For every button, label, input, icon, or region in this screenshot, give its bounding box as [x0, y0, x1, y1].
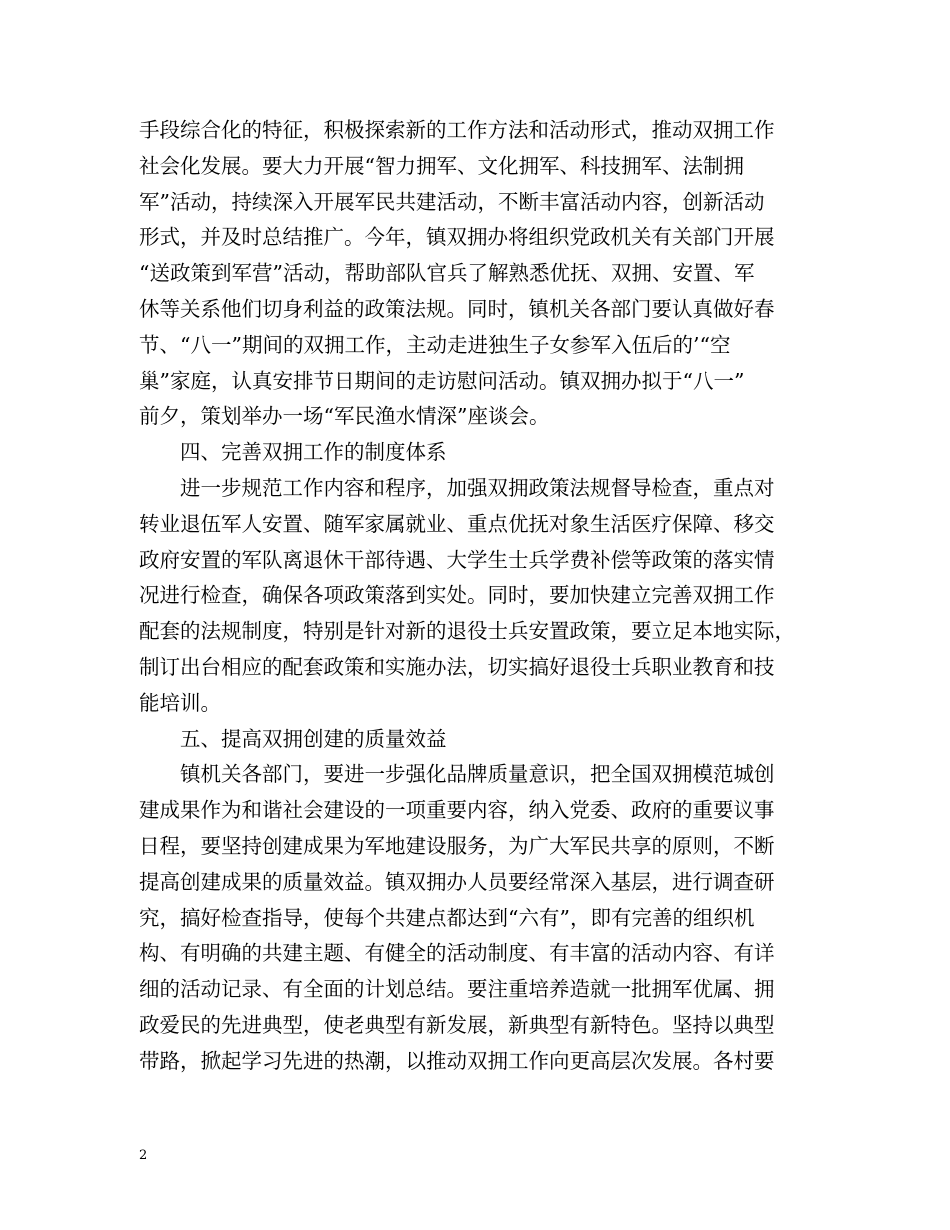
text-line: 日程，要坚持创建成果为军地建设服务，为广大军民共享的原则，不断 [139, 833, 775, 858]
text-line: 制订出台相应的配套政策和实施办法，切实搞好退役士兵职业教育和技 [139, 654, 775, 679]
text-line: 提高创建成果的质量效益。镇双拥办人员要经常深入基层，进行调查研 [139, 869, 775, 894]
text-line: “送政策到军营”活动，帮助部队官兵了解熟悉优抚、双拥、安置、军 [139, 261, 755, 286]
text-line: 政爱民的先进典型，使老典型有新发展，新典型有新特色。坚持以典型 [139, 1012, 775, 1037]
text-line: 巢”家庭，认真安排节日期间的走访慰问活动。镇双拥办拟于“八一” [139, 368, 745, 393]
text-line: 究，搞好检查指导，使每个共建点都达到“六有”，即有完善的组织机 [139, 905, 755, 930]
text-line: 政府安置的军队离退休干部待遇、大学生士兵学费补偿等政策的落实情 [139, 547, 775, 572]
text-line: 进一步规范工作内容和程序，加强双拥政策法规督导检查，重点对 [180, 475, 775, 500]
text-line: 休等关系他们切身利益的政策法规。同时，镇机关各部门要认真做好春 [139, 296, 775, 321]
body-text [139, 113, 825, 1080]
text-line: 能培训。 [139, 690, 221, 715]
text-line: 况进行检查，确保各项政策落到实处。同时，要加快建立完善双拥工作 [139, 583, 775, 608]
text-line: 节、“八一”期间的双拥工作，主动走进独生子女参军入伍后的’“空 [139, 332, 731, 357]
text-line: 手段综合化的特征，积极探索新的工作方法和活动形式，推动双拥工作 [139, 118, 775, 142]
text-line: 配套的法规制度，特别是针对新的退役士兵安置政策，要立足本地实际， [139, 619, 795, 644]
text-line: 构、有明确的共建主题、有健全的活动制度、有丰富的活动内容、有详 [139, 941, 775, 966]
text-line: 社会化发展。要大力开展“智力拥军、文化拥军、科技拥军、法制拥 [139, 153, 744, 178]
text-line: 前夕，策划举办一场“军民渔水情深”座谈会。 [139, 404, 550, 429]
section-heading: 五、提高双拥创建的质量效益 [180, 726, 447, 751]
text-line: 细的活动记录、有全面的计划总结。要注重培养造就一批拥军优属、拥 [139, 977, 775, 1002]
text-line: 转业退伍军人安置、随军家属就业、重点优抚对象生活医疗保障、移交 [139, 511, 775, 536]
page-number: 2 [139, 1148, 148, 1163]
text-line: 军”活动，持续深入开展军民共建活动，不断丰富活动内容，创新活动 [139, 189, 765, 214]
text-line: 建成果作为和谐社会建设的一项重要内容，纳入党委、政府的重要议事 [139, 798, 775, 823]
text-line: 带路，掀起学习先进的热潮，以推动双拥工作向更高层次发展。各村要 [139, 1048, 775, 1073]
text-line: 镇机关各部门，要进一步强化品牌质量意识，把全国双拥模范城创 [180, 762, 775, 787]
section-heading: 四、完善双拥工作的制度体系 [180, 440, 447, 465]
text-line: 形式，并及时总结推广。今年，镇双拥办将组织党政机关有关部门开展 [139, 225, 775, 250]
